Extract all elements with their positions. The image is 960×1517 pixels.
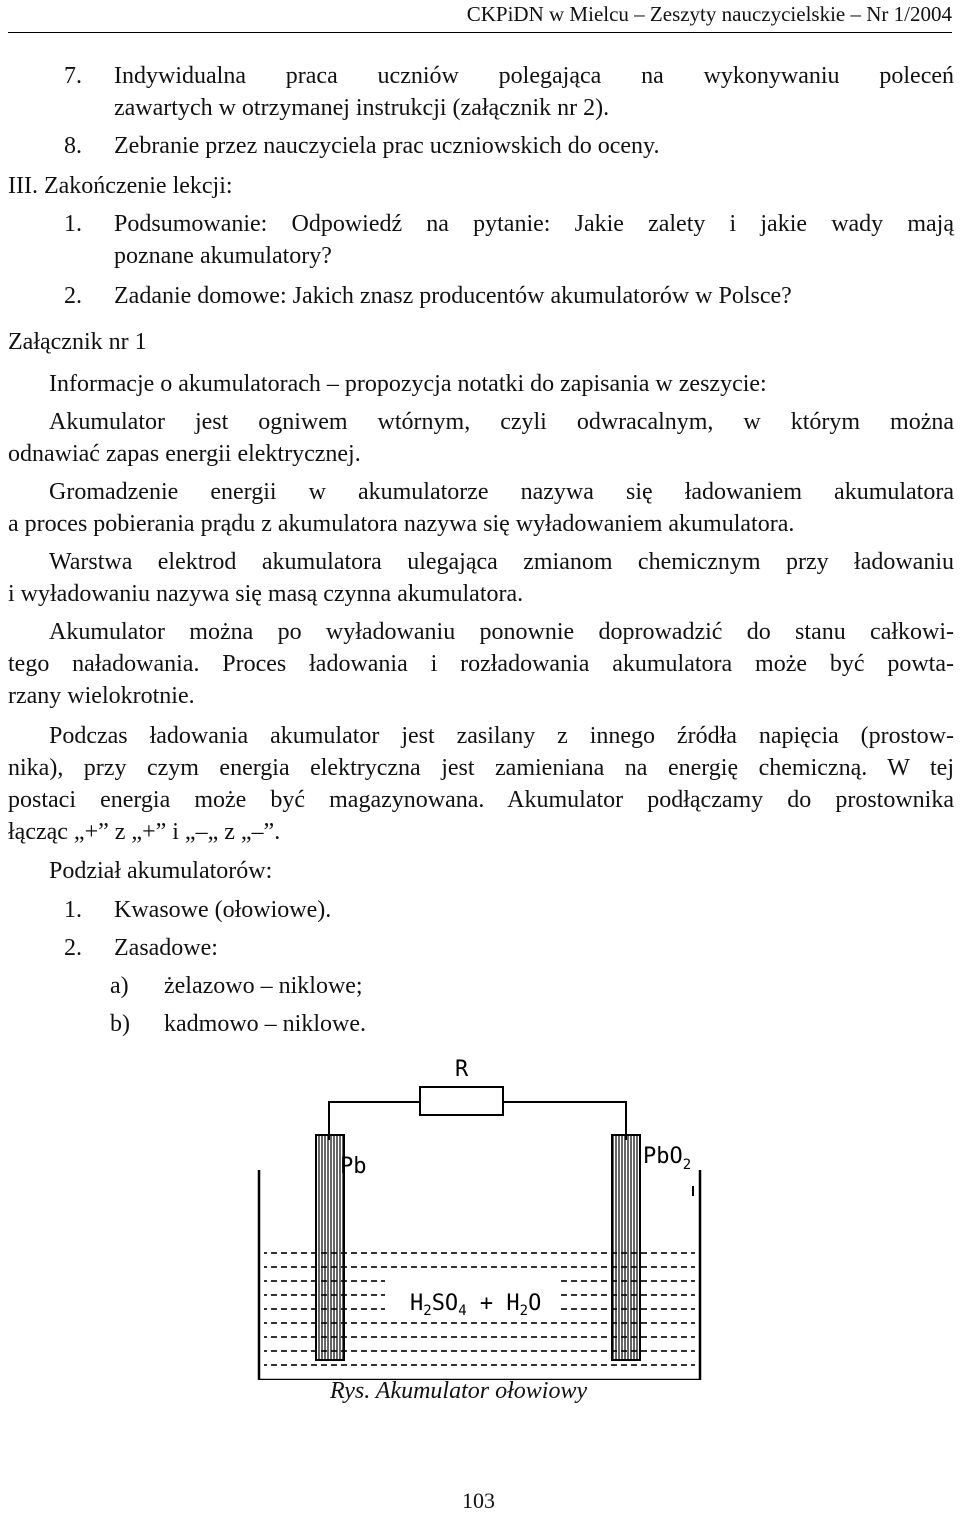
- paragraph-line: rzany wielokrotnie.: [8, 683, 195, 709]
- appendix-title: Załącznik nr 1: [8, 329, 147, 355]
- list-item-number: 2.: [64, 935, 82, 961]
- list-item-text: poznane akumulatory?: [114, 243, 332, 269]
- list-item-text: Indywidualna praca uczniów polegająca na wykonywaniu poleceń: [114, 63, 954, 89]
- list-item-number: 1.: [64, 897, 82, 923]
- appendix-intro: Informacje o akumulatorach – propozycja notatki do zapisania w zeszycie:: [49, 371, 767, 397]
- paragraph-line: tego naładowania. Proces ładowania i rozładowania akumulatora może być powta-: [8, 651, 954, 677]
- electrolyte-formula: $H_2SO_4 + H_2O$: [410, 1291, 542, 1319]
- sublist-item-letter: b): [110, 1011, 130, 1037]
- running-header: CKPiDN w Mielcu – Zeszyty nauczycielskie – Nr 1/2004: [466, 2, 952, 26]
- paragraph-line: łącząc „+” z „+” i „–„ z „–”.: [8, 819, 281, 845]
- electrode-pbo2: [612, 1135, 640, 1360]
- list-item-number: 1.: [64, 211, 82, 237]
- list-item-number: 7.: [64, 63, 82, 89]
- sublist-item-text: kadmowo – niklowe.: [164, 1011, 366, 1037]
- electrode-pbo2-sub: 2: [682, 1157, 692, 1173]
- list-item-number: 2.: [64, 283, 82, 309]
- paragraph-line: postaci energia może być magazynowana. Akumulator podłączamy do prostownika: [8, 787, 954, 813]
- header-rule: [8, 32, 952, 33]
- list-item-text: Zebranie przez nauczyciela prac uczniowskich do oceny.: [114, 133, 660, 159]
- paragraph-line: Warstwa elektrod akumulatora ulegająca zmianom chemicznym przy ładowaniu: [49, 549, 954, 575]
- paragraph-line: a proces pobierania prądu z akumulatora nazywa się wyładowaniem akumulatora.: [8, 511, 795, 537]
- section-heading: III. Zakończenie lekcji:: [8, 173, 233, 199]
- list-item-text: Kwasowe (ołowiowe).: [114, 897, 332, 923]
- lead-accumulator-diagram: [0, 1040, 960, 1380]
- paragraph-line: Akumulator można po wyładowaniu ponownie doprowadzić do stanu całkowi-: [49, 619, 954, 645]
- sublist-item-letter: a): [110, 973, 129, 999]
- paragraph-line: nika), przy czym energia elektryczna jest zamieniana na energię chemiczną. W tej: [8, 755, 954, 781]
- page-number: 103: [462, 1488, 495, 1513]
- list-item-text: zawartych w otrzymanej instrukcji (załącznik nr 2).: [114, 95, 610, 121]
- figure-caption: Rys. Akumulator ołowiowy: [330, 1378, 588, 1404]
- list-item-text: Zadanie domowe: Jakich znasz producentów akumulatorów w Polsce?: [114, 283, 792, 309]
- paragraph-line: i wyładowaniu nazywa się masą czynna akumulatora.: [8, 581, 524, 607]
- resistor-label: R: [455, 1057, 469, 1082]
- paragraph-line: odnawiać zapas energii elektrycznej.: [8, 441, 361, 467]
- wire-right: [503, 1102, 626, 1140]
- electrode-pbo2-label: [643, 1144, 691, 1173]
- sublist-item-text: żelazowo – niklowe;: [164, 973, 363, 999]
- paragraph-line: Podczas ładowania akumulator jest zasilany z innego źródła napięcia (prostow-: [49, 723, 954, 749]
- resistor: [420, 1087, 503, 1115]
- list-item-text: Podsumowanie: Odpowiedź na pytanie: Jakie zalety i jakie wady mają: [114, 211, 954, 237]
- electrode-pbo2-text: PbO: [643, 1144, 683, 1169]
- paragraph-line: Akumulator jest ogniwem wtórnym, czyli odwracalnym, w którym można: [49, 409, 954, 435]
- electrode-pb-label: Pb: [340, 1154, 367, 1179]
- list-item-number: 8.: [64, 133, 82, 159]
- list-item-text: Zasadowe:: [114, 935, 218, 961]
- division-title: Podział akumulatorów:: [49, 858, 273, 884]
- paragraph-line: Gromadzenie energii w akumulatorze nazywa się ładowaniem akumulatora: [49, 479, 954, 505]
